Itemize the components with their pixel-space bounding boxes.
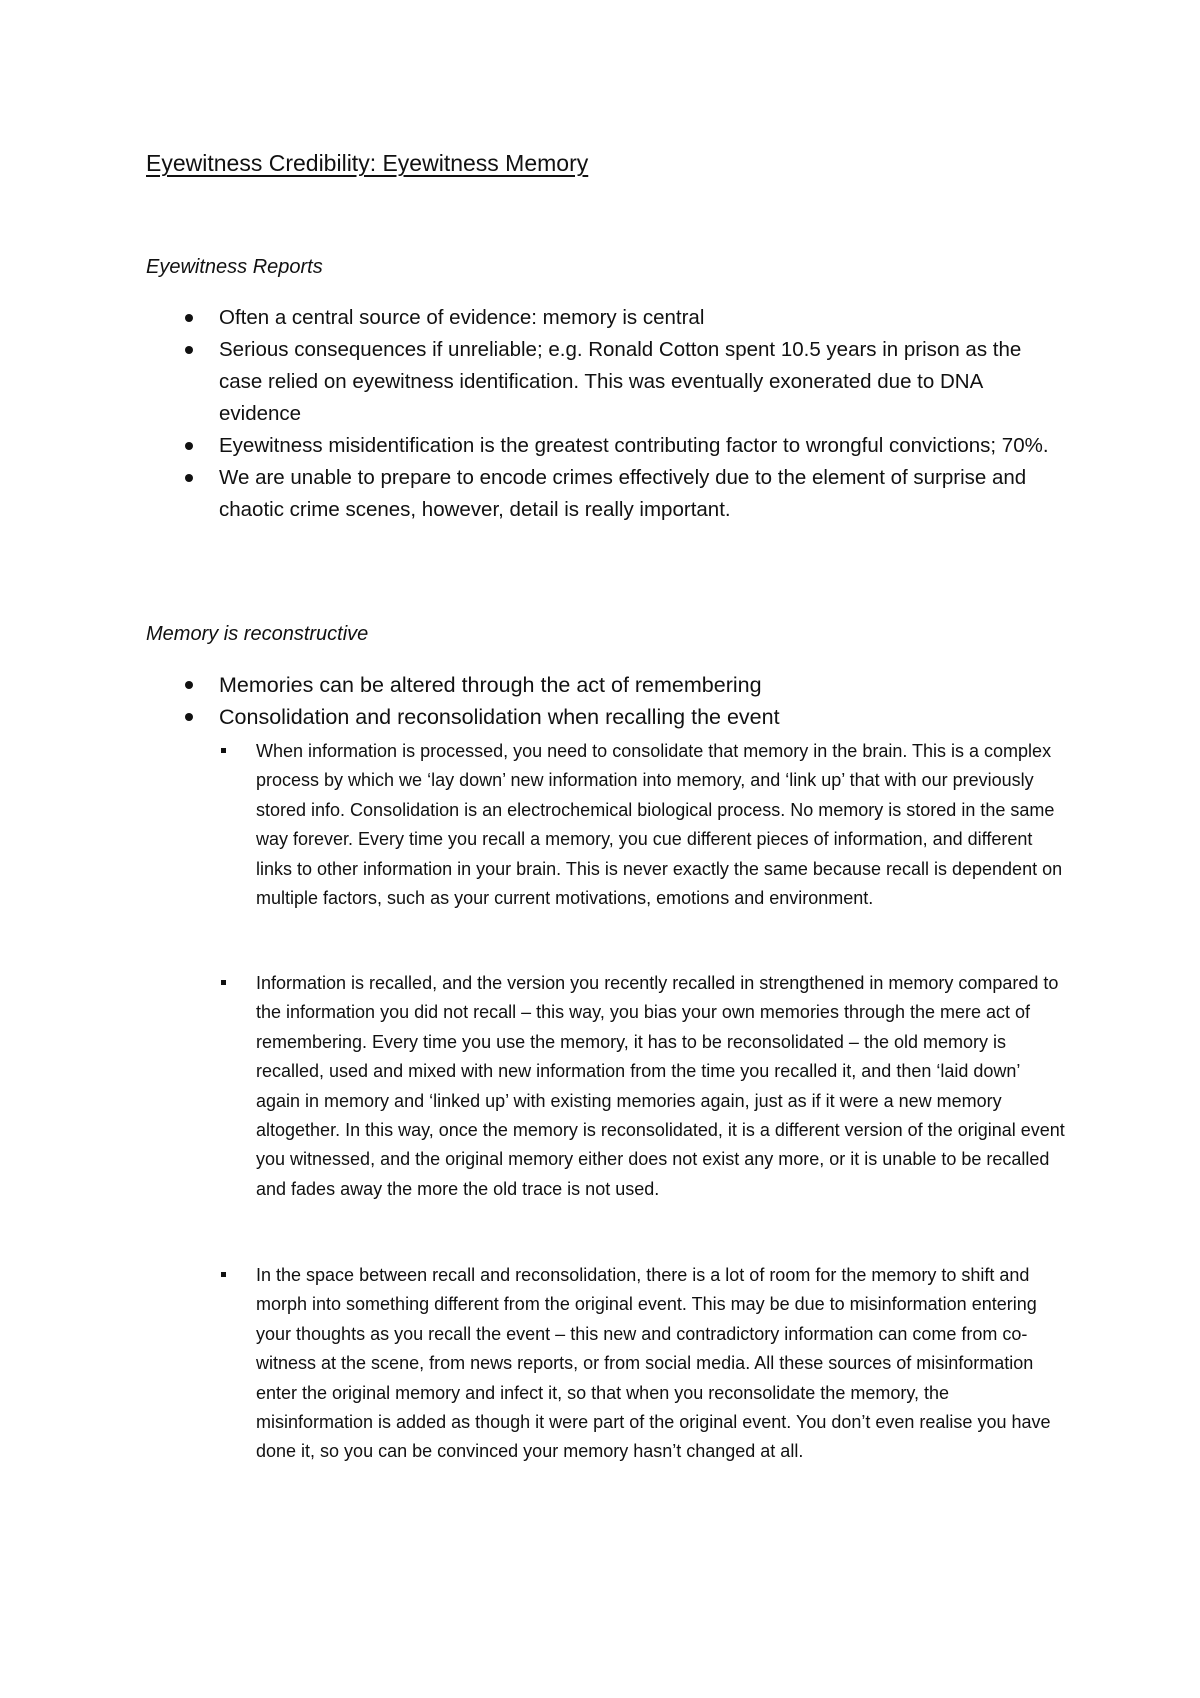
reconsolidation-sub-bullet-list [0,1261,1068,1467]
square-bullet-icon [221,980,226,985]
list-item-text: Eyewitness misidentification is the greatest contributing factor to wrongful convictions; 70%. [219,434,1049,457]
document-title: Eyewitness Credibility: Eyewitness Memory [146,150,589,176]
list-item-text: Serious consequences if unreliable; e.g. Ronald Cotton spent 10.5 years in prison as the case relied on eyewitness identification. This was eventually exonerated due to DNA evidence [219,338,1022,425]
list-item [0,669,1064,701]
recall-sub-bullet-list [0,969,1068,1204]
sub-list-item-text: In the space between recall and reconsolidation, there is a lot of room for the memory to shift and morph into something different from the original event. This may be due to misinformation entering your thoughts as you recall the event – this new and contradictory information can come from co-witness at the scene, from news reports, or from social media. All these sources of misinformation enter the original memory and infect it, so that when you reconsolidate the memory, the misinformation is added as though it were part of the original event. You don’t even realise you have done it, so you can be convinced your memory hasn’t changed at all. [256,1265,1051,1462]
memory-reconstructive-bullet-list [0,669,1064,733]
list-item [0,302,1064,334]
square-bullet-icon [221,748,226,753]
bullet-icon [185,442,193,450]
bullet-icon [185,474,193,482]
sub-list-item [0,737,1068,913]
list-item [0,701,1064,733]
list-item [0,430,1064,462]
list-item-text: We are unable to prepare to encode crimes effectively due to the element of surprise and chaotic crime scenes, however, detail is really important. [219,466,1027,521]
list-item-text: Often a central source of evidence: memory is central [219,306,705,329]
square-bullet-icon [221,1272,226,1277]
eyewitness-reports-bullet-list [0,302,1064,526]
bullet-icon [185,681,193,689]
sub-list-item-text: Information is recalled, and the version you recently recalled in strengthened in memory compared to the information you did not recall – this way, you bias your own memories through the mere act of remembering. Every time you use the memory, it has to be reconsolidated – the old memory is recalled, used and mixed with new information from the time you recalled it, and then ‘laid down’ again in memory and ‘linked up’ with existing memories again, just as if it were a new memory altogether. In this way, once the memory is reconsolidated, it is a different version of the original event you witnessed, and the original memory either does not exist any more, or it is unable to be recalled and fades away the more the old trace is not used. [256,973,1065,1199]
list-item-text: Consolidation and reconsolidation when recalling the event [219,705,780,729]
section-heading-eyewitness-reports: Eyewitness Reports [146,256,323,278]
list-item [0,334,1064,430]
bullet-icon [185,314,193,322]
bullet-icon [185,346,193,354]
sub-list-item [0,969,1068,1204]
sub-list-item-text: When information is processed, you need to consolidate that memory in the brain. This is a complex process by which we ‘lay down’ new information into memory, and ‘link up’ that with our previously stored info. Consolidation is an electrochemical biological process. No memory is stored in the same way forever. Every time you recall a memory, you cue different pieces of information, and different links to other information in your brain. This is never exactly the same because recall is dependent on multiple factors, such as your current motivations, emotions and environment. [256,741,1063,909]
sub-list-item [0,1261,1068,1467]
list-item-text: Memories can be altered through the act of remembering [219,673,762,697]
section-heading-memory-is-reconstructive: Memory is reconstructive [146,623,369,645]
bullet-icon [185,713,193,721]
list-item [0,462,1064,526]
consolidation-sub-bullet-list [0,737,1068,913]
